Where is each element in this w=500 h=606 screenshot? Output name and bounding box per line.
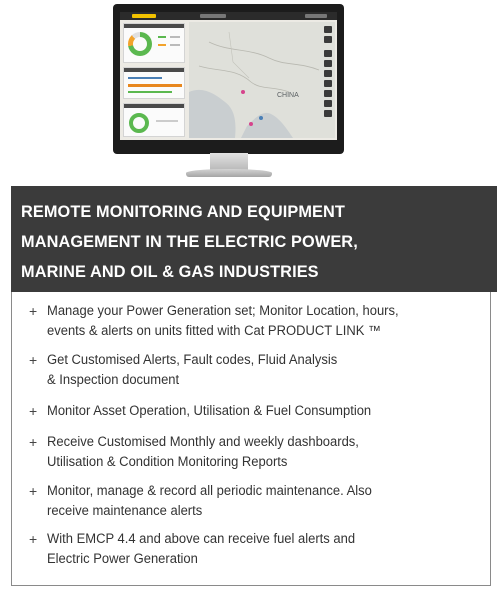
progress-bar [128,91,172,93]
legend-bar [170,44,180,46]
map-tool-icon[interactable] [324,110,332,117]
list-item-text: Manage your Power Generation set; Monitor Location, hours, [47,303,399,318]
asset-location-pin-icon[interactable] [241,90,245,94]
map-tool-icon[interactable] [324,70,332,77]
heading-line: MANAGEMENT IN THE ELECTRIC POWER, [21,232,358,251]
list-item-text: receive maintenance alerts [47,503,203,518]
heading-line: REMOTE MONITORING AND EQUIPMENT [21,202,345,221]
list-item-text: Electric Power Generation [47,551,198,566]
plus-bullet-icon: + [29,403,38,419]
legend-bar [158,44,166,46]
map-zoom-out-icon[interactable] [324,36,332,43]
legend-bar [156,120,178,122]
location-map[interactable] [189,22,335,138]
heading-line: MARINE AND OIL & GAS INDUSTRIES [21,262,319,281]
map-tool-icon[interactable] [324,80,332,87]
feature-list [11,292,491,586]
monitor-illustration [113,4,344,154]
map-country-label: CHINA [277,92,299,99]
list-item-text: Monitor, manage & record all periodic maintenance. Also [47,483,372,498]
plus-bullet-icon: + [29,434,38,450]
list-item-text: & Inspection document [47,372,180,387]
summary-panel [123,23,185,63]
asset-location-pin-icon[interactable] [249,122,253,126]
top-bar-tab [305,14,327,18]
status-panel [123,103,185,137]
plus-bullet-icon: + [29,352,38,368]
list-item-text: Receive Customised Monthly and weekly dashboards, [47,434,359,449]
map-filter-icon[interactable] [324,60,332,67]
progress-bar [128,77,162,79]
top-bar-tab [132,14,156,18]
asset-location-pin-icon[interactable] [259,116,263,120]
legend-bar [170,36,180,38]
panel-header [124,104,184,108]
map-tool-icon[interactable] [324,90,332,97]
dashboard-screen [120,12,337,140]
plus-bullet-icon: + [29,531,38,547]
heading-banner [11,186,497,292]
monitor-stand-base [186,169,272,177]
panel-header [124,68,184,72]
legend-bar [158,36,166,38]
dashboard-top-bar [120,12,337,20]
progress-bar [128,84,182,87]
map-terrain [189,22,335,138]
list-item-text: Get Customised Alerts, Fault codes, Fluid Analysis [47,352,338,367]
map-zoom-in-icon[interactable] [324,26,332,33]
panel-header [124,24,184,28]
top-bar-tab [200,14,226,18]
list-item-text: events & alerts on units fitted with Cat PRODUCT LINK ™ [47,323,381,338]
list-item-text: Utilisation & Condition Monitoring Reports [47,454,288,469]
plus-bullet-icon: + [29,483,38,499]
map-tool-icon[interactable] [324,100,332,107]
utilisation-panel [123,67,185,99]
map-layer-icon[interactable] [324,50,332,57]
list-item-text: With EMCP 4.4 and above can receive fuel alerts and [47,531,356,546]
list-item-text: Monitor Asset Operation, Utilisation & Fuel Consumption [47,403,372,418]
ring-gauge-icon [129,113,149,133]
donut-gauge-hole [133,37,147,51]
plus-bullet-icon: + [29,303,38,319]
monitor-stand [210,153,248,170]
